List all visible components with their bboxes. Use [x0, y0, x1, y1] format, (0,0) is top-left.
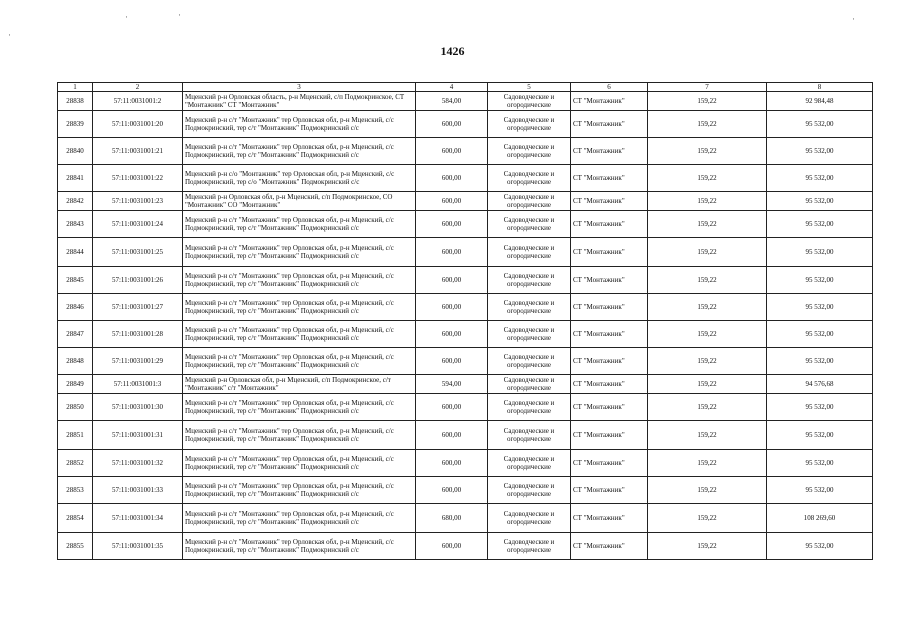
- cadastral-value-cell: 108 269,60: [767, 504, 873, 533]
- area-cell: 594,00: [416, 375, 488, 394]
- area-cell: 584,00: [416, 92, 488, 111]
- row-number: 28855: [58, 533, 93, 560]
- cadastral-value-cell: 92 984,48: [767, 92, 873, 111]
- column-header: 6: [571, 83, 648, 92]
- cadastral-number: 57:11:0031001:29: [93, 348, 183, 375]
- rate-cell: 159,22: [648, 321, 767, 348]
- row-number: 28843: [58, 211, 93, 238]
- cadastral-number: 57:11:0031001:32: [93, 450, 183, 477]
- table-row: [58, 375, 873, 394]
- cadastral-value-cell: 95 532,00: [767, 138, 873, 165]
- table-row: [58, 321, 873, 348]
- organization-cell: СТ "Монтажник": [571, 504, 648, 533]
- land-use-cell: Садоводческие и огородические: [488, 421, 571, 450]
- rate-cell: 159,22: [648, 504, 767, 533]
- cadastral-number: 57:11:0031001:25: [93, 238, 183, 267]
- address-cell: Мценский р-н с/т "Монтажник" тер Орловская обл, р-н Мценский, с/с Подмокринский, тер с/т "Монтажник" Подмокринский с/с: [183, 504, 416, 533]
- rate-cell: 159,22: [648, 165, 767, 192]
- table-row: [58, 138, 873, 165]
- organization-cell: СТ "Монтажник": [571, 294, 648, 321]
- area-cell: 600,00: [416, 450, 488, 477]
- organization-cell: СТ "Монтажник": [571, 138, 648, 165]
- organization-cell: СТ "Монтажник": [571, 348, 648, 375]
- organization-cell: СТ "Монтажник": [571, 533, 648, 560]
- cadastral-number: 57:11:0031001:35: [93, 533, 183, 560]
- area-cell: 600,00: [416, 211, 488, 238]
- table-row: [58, 533, 873, 560]
- cadastral-value-cell: 95 532,00: [767, 211, 873, 238]
- address-cell: Мценский р-н с/т "Монтажник" тер Орловская обл, р-н Мценский, с/с Подмокринский, тер с/т "Монтажник" Подмокринский с/с: [183, 111, 416, 138]
- cadastral-value-cell: 95 532,00: [767, 192, 873, 211]
- organization-cell: СТ "Монтажник": [571, 267, 648, 294]
- row-number: 28844: [58, 238, 93, 267]
- scan-mark: ·: [8, 30, 11, 40]
- address-cell: Мценский р-н с/т "Монтажник" тер Орловская обл, р-н Мценский, с/с Подмокринский, тер с/т "Монтажник" Подмокринский с/с: [183, 533, 416, 560]
- cadastral-value-cell: 95 532,00: [767, 450, 873, 477]
- cadastral-value-cell: 95 532,00: [767, 477, 873, 504]
- organization-cell: СТ "Монтажник": [571, 421, 648, 450]
- page-number: 1426: [440, 44, 465, 58]
- table-row: [58, 165, 873, 192]
- address-cell: Мценский р-н с/т "Монтажник" тер Орловская обл, р-н Мценский, с/с Подмокринский, тер с/т "Монтажник" Подмокринский с/с: [183, 267, 416, 294]
- cadastral-number: 57:11:0031001:3: [93, 375, 183, 394]
- land-use-cell: Садоводческие и огородические: [488, 211, 571, 238]
- address-cell: Мценский р-н с/т "Монтажник" тер Орловская обл, р-н Мценский, с/с Подмокринский, тер с/т "Монтажник" Подмокринский с/с: [183, 321, 416, 348]
- cadastral-value-cell: 95 532,00: [767, 294, 873, 321]
- cadastral-value-cell: 95 532,00: [767, 533, 873, 560]
- area-cell: 600,00: [416, 111, 488, 138]
- cadastral-value-cell: 95 532,00: [767, 238, 873, 267]
- address-cell: Мценский р-н с/т "Монтажник" тер Орловская обл, р-н Мценский, с/с Подмокринский, тер с/т "Монтажник" Подмокринский с/с: [183, 421, 416, 450]
- land-use-cell: Садоводческие и огородические: [488, 394, 571, 421]
- column-header: 1: [58, 83, 93, 92]
- land-use-cell: Садоводческие и огородические: [488, 165, 571, 192]
- land-use-cell: Садоводческие и огородические: [488, 294, 571, 321]
- row-number: 28853: [58, 477, 93, 504]
- area-cell: 600,00: [416, 165, 488, 192]
- table-row: [58, 111, 873, 138]
- row-number: 28851: [58, 421, 93, 450]
- address-cell: Мценский р-н Орловская обл, р-н Мценский, с/п Подмокринское, с/т "Монтажник" с/т "Монтажник": [183, 375, 416, 394]
- address-cell: Мценский р-н с/т "Монтажник" тер Орловская обл, р-н Мценский, с/с Подмокринский, тер с/т "Монтажник" Подмокринский с/с: [183, 238, 416, 267]
- address-cell: Мценский р-н с/т "Монтажник" тер Орловская обл, р-н Мценский, с/с Подмокринский, тер с/т "Монтажник" Подмокринский с/с: [183, 138, 416, 165]
- cadastral-value-cell: 95 532,00: [767, 348, 873, 375]
- organization-cell: СТ "Монтажник": [571, 375, 648, 394]
- rate-cell: 159,22: [648, 238, 767, 267]
- organization-cell: СТ "Монтажник": [571, 394, 648, 421]
- cadastral-number: 57:11:0031001:26: [93, 267, 183, 294]
- table-row: [58, 477, 873, 504]
- row-number: 28842: [58, 192, 93, 211]
- table-row: [58, 348, 873, 375]
- cadastral-number: 57:11:0031001:28: [93, 321, 183, 348]
- row-number: 28841: [58, 165, 93, 192]
- organization-cell: СТ "Монтажник": [571, 238, 648, 267]
- row-number: 28854: [58, 504, 93, 533]
- table-row: [58, 394, 873, 421]
- row-number: 28848: [58, 348, 93, 375]
- address-cell: Мценский р-н с/т "Монтажник" тер Орловская обл, р-н Мценский, с/с Подмокринский, тер с/т "Монтажник" Подмокринский с/с: [183, 394, 416, 421]
- cadastral-value-cell: 94 576,68: [767, 375, 873, 394]
- land-use-cell: Садоводческие и огородические: [488, 504, 571, 533]
- land-use-cell: Садоводческие и огородические: [488, 477, 571, 504]
- land-register-table: [57, 82, 873, 560]
- address-cell: Мценский р-н с/о "Монтажник" тер Орловская обл, р-н Мценский, с/с Подмокринский, тер с/о "Монтажник" Подмокринский с/с: [183, 165, 416, 192]
- cadastral-number: 57:11:0031001:23: [93, 192, 183, 211]
- address-cell: Мценский р-н с/т "Монтажник" тер Орловская обл, р-н Мценский, с/с Подмокринский, тер с/т "Монтажник" Подмокринский с/с: [183, 477, 416, 504]
- organization-cell: СТ "Монтажник": [571, 192, 648, 211]
- land-use-cell: Садоводческие и огородические: [488, 450, 571, 477]
- area-cell: 600,00: [416, 477, 488, 504]
- table-row: [58, 238, 873, 267]
- organization-cell: СТ "Монтажник": [571, 165, 648, 192]
- address-cell: Мценский р-н с/т "Монтажник" тер Орловская обл, р-н Мценский, с/с Подмокринский, тер с/т "Монтажник" Подмокринский с/с: [183, 450, 416, 477]
- area-cell: 600,00: [416, 348, 488, 375]
- row-number: 28845: [58, 267, 93, 294]
- rate-cell: 159,22: [648, 450, 767, 477]
- table-row: [58, 450, 873, 477]
- area-cell: 600,00: [416, 394, 488, 421]
- cadastral-value-cell: 95 532,00: [767, 267, 873, 294]
- organization-cell: СТ "Монтажник": [571, 321, 648, 348]
- row-number: 28852: [58, 450, 93, 477]
- cadastral-value-cell: 95 532,00: [767, 394, 873, 421]
- scan-mark: ·: [852, 14, 855, 24]
- column-header: 8: [767, 83, 873, 92]
- land-use-cell: Садоводческие и огородические: [488, 138, 571, 165]
- column-header: 2: [93, 83, 183, 92]
- area-cell: 600,00: [416, 421, 488, 450]
- land-use-cell: Садоводческие и огородические: [488, 321, 571, 348]
- row-number: 28846: [58, 294, 93, 321]
- table-row: [58, 504, 873, 533]
- rate-cell: 159,22: [648, 267, 767, 294]
- address-cell: Мценский р-н с/т "Монтажник" тер Орловская обл, р-н Мценский, с/с Подмокринский, тер с/т "Монтажник" Подмокринский с/с: [183, 348, 416, 375]
- table-row: [58, 211, 873, 238]
- column-header: 7: [648, 83, 767, 92]
- scan-mark: ·: [125, 12, 128, 22]
- cadastral-number: 57:11:0031001:30: [93, 394, 183, 421]
- organization-cell: СТ "Монтажник": [571, 92, 648, 111]
- land-use-cell: Садоводческие и огородические: [488, 111, 571, 138]
- organization-cell: СТ "Монтажник": [571, 111, 648, 138]
- row-number: 28838: [58, 92, 93, 111]
- cadastral-number: 57:11:0031001:34: [93, 504, 183, 533]
- row-number: 28850: [58, 394, 93, 421]
- rate-cell: 159,22: [648, 421, 767, 450]
- rate-cell: 159,22: [648, 348, 767, 375]
- land-use-cell: Садоводческие и огородические: [488, 375, 571, 394]
- cadastral-number: 57:11:0031001:22: [93, 165, 183, 192]
- land-use-cell: Садоводческие и огородические: [488, 533, 571, 560]
- cadastral-value-cell: 95 532,00: [767, 421, 873, 450]
- rate-cell: 159,22: [648, 111, 767, 138]
- rate-cell: 159,22: [648, 477, 767, 504]
- column-header: 3: [183, 83, 416, 92]
- rate-cell: 159,22: [648, 92, 767, 111]
- column-header: 4: [416, 83, 488, 92]
- rate-cell: 159,22: [648, 192, 767, 211]
- cadastral-value-cell: 95 532,00: [767, 165, 873, 192]
- cadastral-number: 57:11:0031001:20: [93, 111, 183, 138]
- row-number: 28849: [58, 375, 93, 394]
- column-header: 5: [488, 83, 571, 92]
- land-use-cell: Садоводческие и огородические: [488, 92, 571, 111]
- area-cell: 600,00: [416, 294, 488, 321]
- area-cell: 600,00: [416, 533, 488, 560]
- area-cell: 600,00: [416, 267, 488, 294]
- land-use-cell: Садоводческие и огородические: [488, 238, 571, 267]
- table-row: [58, 294, 873, 321]
- table-row: [58, 92, 873, 111]
- header-row: [58, 83, 873, 92]
- address-cell: Мценский р-н с/т "Монтажник" тер Орловская обл, р-н Мценский, с/с Подмокринский, тер с/т "Монтажник" Подмокринский с/с: [183, 294, 416, 321]
- cadastral-number: 57:11:0031001:2: [93, 92, 183, 111]
- area-cell: 600,00: [416, 138, 488, 165]
- cadastral-value-cell: 95 532,00: [767, 321, 873, 348]
- row-number: 28847: [58, 321, 93, 348]
- address-cell: Мценский р-н Орловская обл, р-н Мценский, с/п Подмокринское, СО "Монтажник" СО "Монтажник": [183, 192, 416, 211]
- cadastral-number: 57:11:0031001:33: [93, 477, 183, 504]
- scan-mark: ·: [178, 10, 181, 20]
- table-row: [58, 421, 873, 450]
- row-number: 28840: [58, 138, 93, 165]
- address-cell: Мценский р-н Орловская область, р-н Мценский, с/п Подмокринское, СТ "Монтажник" СТ "Монтажник": [183, 92, 416, 111]
- rate-cell: 159,22: [648, 533, 767, 560]
- rate-cell: 159,22: [648, 294, 767, 321]
- area-cell: 600,00: [416, 238, 488, 267]
- land-use-cell: Садоводческие и огородические: [488, 192, 571, 211]
- rate-cell: 159,22: [648, 394, 767, 421]
- table-row: [58, 267, 873, 294]
- rate-cell: 159,22: [648, 211, 767, 238]
- cadastral-number: 57:11:0031001:27: [93, 294, 183, 321]
- cadastral-number: 57:11:0031001:31: [93, 421, 183, 450]
- cadastral-number: 57:11:0031001:21: [93, 138, 183, 165]
- rate-cell: 159,22: [648, 138, 767, 165]
- row-number: 28839: [58, 111, 93, 138]
- area-cell: 600,00: [416, 321, 488, 348]
- organization-cell: СТ "Монтажник": [571, 450, 648, 477]
- cadastral-number: 57:11:0031001:24: [93, 211, 183, 238]
- organization-cell: СТ "Монтажник": [571, 211, 648, 238]
- table-row: [58, 192, 873, 211]
- area-cell: 600,00: [416, 192, 488, 211]
- organization-cell: СТ "Монтажник": [571, 477, 648, 504]
- cadastral-value-cell: 95 532,00: [767, 111, 873, 138]
- land-use-cell: Садоводческие и огородические: [488, 267, 571, 294]
- address-cell: Мценский р-н с/т "Монтажник" тер Орловская обл, р-н Мценский, с/с Подмокринский, тер с/т "Монтажник" Подмокринский с/с: [183, 211, 416, 238]
- land-use-cell: Садоводческие и огородические: [488, 348, 571, 375]
- rate-cell: 159,22: [648, 375, 767, 394]
- area-cell: 680,00: [416, 504, 488, 533]
